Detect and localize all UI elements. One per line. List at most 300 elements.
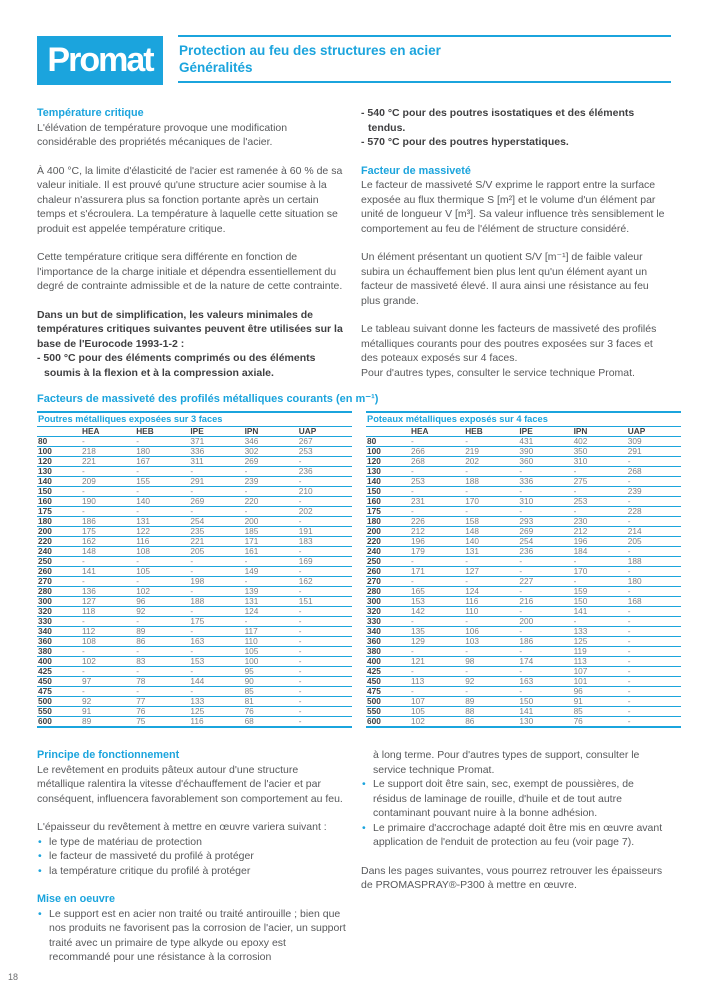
table-header-row: [37, 427, 352, 437]
table-cell: 89: [135, 626, 189, 636]
table-cell: 202: [464, 456, 518, 466]
table-cell: 142: [410, 606, 464, 616]
table-cell: 130: [519, 716, 534, 726]
table-row: [37, 496, 352, 506]
table-cell: 149: [244, 566, 298, 576]
table-cell: -: [298, 616, 352, 626]
column-header-hea: HEA: [410, 427, 464, 437]
row-label: 240: [37, 546, 81, 556]
table-cell: 205: [189, 546, 243, 556]
table-cell: 116: [135, 536, 189, 546]
table-cell: 153: [189, 656, 243, 666]
row-label: 120: [366, 456, 410, 466]
table-cell: -: [298, 626, 352, 636]
table-cell: 86: [465, 716, 475, 726]
table-cell: 163: [189, 636, 243, 646]
column-header-blank: [366, 427, 410, 437]
table-cell: -: [518, 606, 572, 616]
table-row: [366, 616, 681, 626]
bottom-right-column: [361, 748, 670, 965]
table-cell: -: [518, 686, 572, 696]
table-row: [37, 506, 352, 516]
table-cell: 76: [573, 716, 583, 726]
column-header-ipe: IPE: [518, 427, 572, 437]
table-cell: -: [518, 506, 572, 516]
table-row: [366, 706, 681, 716]
column-header-ipe: IPE: [189, 427, 243, 437]
table-cell: -: [189, 556, 243, 566]
tables-section-title: Facteurs de massiveté des profilés métalliques courants (en m⁻¹): [37, 393, 379, 405]
table-cell: -: [244, 556, 298, 566]
table-row: [366, 646, 681, 656]
table-row: [37, 646, 352, 656]
table-cell: 221: [81, 456, 135, 466]
table-cell: 198: [189, 576, 243, 586]
table-cell: -: [627, 666, 681, 676]
table-cell: 125: [573, 636, 627, 646]
table-row: [366, 436, 681, 446]
table-cell: 205: [627, 536, 681, 546]
list-item: • Le support doit être sain, sec, exempt de poussières, de résidus de laminage de rouille, d'huile et de tout autre contaminant pouvant nuire à la bonne adhésion.: [361, 777, 670, 821]
table-cell: -: [627, 686, 681, 696]
table-cell: 216: [518, 596, 572, 606]
table-cell: -: [518, 646, 572, 656]
table-cell: 118: [81, 606, 135, 616]
table-cell: -: [298, 656, 352, 666]
paragraph: Le revêtement en produits pâteux autour d'une structure métallique ralentira la vitesse d'échauffement de l'acier et par conséquent, influencera favorablement son comportement au feu.: [37, 763, 343, 805]
row-label: 340: [37, 626, 81, 636]
table-cell: 86: [135, 636, 189, 646]
table-cell: 253: [298, 446, 352, 456]
table-row: [366, 586, 681, 596]
bottom-columns: [37, 748, 670, 965]
table-cell: 171: [244, 536, 298, 546]
table-cell: -: [298, 476, 352, 486]
table-cell: -: [298, 546, 352, 556]
table-cell: 202: [298, 506, 352, 516]
list-item: • la température critique du profilé à protéger: [37, 864, 346, 879]
table-cell: -: [518, 466, 572, 476]
table-cell: 159: [573, 586, 627, 596]
table-cell: 119: [573, 646, 627, 656]
table-cell: -: [410, 556, 464, 566]
section-heading-principe: Principe de fonctionnement: [37, 749, 180, 761]
table-cell: 310: [573, 456, 627, 466]
table-cell: 309: [627, 436, 681, 446]
table-cell: -: [518, 486, 572, 496]
table-cell: 268: [410, 456, 464, 466]
row-label: 250: [366, 556, 410, 566]
table-caption: Poteaux métalliques exposés sur 4 faces: [366, 413, 681, 427]
paragraph-bold: Dans un but de simplification, les valeurs minimales de températures critiques suivantes peuvent être utilisées sur la base de l'Eurocode 1993-1-2 :: [37, 308, 343, 350]
table-cell: 101: [573, 676, 627, 686]
table-cell: 102: [81, 656, 135, 666]
table-cell: -: [298, 566, 352, 576]
massivity-table-poteaux-4-faces: [366, 411, 681, 728]
table-cell: 97: [81, 676, 135, 686]
table-cell: 110: [244, 636, 298, 646]
table-cell: -: [189, 466, 243, 476]
section-heading-mise-en-oeuvre: Mise en oeuvre: [37, 893, 116, 905]
table-row: [37, 486, 352, 496]
table-cell: -: [135, 436, 189, 446]
table-cell: 102: [411, 716, 425, 726]
table-row: [37, 536, 352, 546]
table-cell: -: [627, 606, 681, 616]
table-cell: 163: [518, 676, 572, 686]
table-cell: 269: [518, 526, 572, 536]
table-cell: -: [135, 466, 189, 476]
table-cell: 105: [244, 646, 298, 656]
table-cell: -: [464, 616, 518, 626]
table-cell: 95: [244, 666, 298, 676]
table-cell: 139: [244, 586, 298, 596]
table-cell: -: [573, 466, 627, 476]
table-cell: 108: [135, 546, 189, 556]
table-cell: 209: [81, 476, 135, 486]
support-requirements-list: [361, 777, 670, 850]
table-cell: -: [81, 666, 135, 676]
table-cell: -: [410, 666, 464, 676]
table-cell: 210: [298, 486, 352, 496]
table-row: [37, 626, 352, 636]
column-header-heb: HEB: [464, 427, 518, 437]
table-cell: 116: [464, 596, 518, 606]
intro-right-column: [361, 106, 670, 380]
table-cell: 76: [135, 706, 189, 716]
table-cell: 144: [189, 676, 243, 686]
table-cell: 161: [244, 546, 298, 556]
table-cell: 196: [410, 536, 464, 546]
table-row: [366, 556, 681, 566]
row-label: 425: [37, 666, 81, 676]
table-cell: 100: [244, 656, 298, 666]
table-cell: -: [298, 686, 352, 696]
table-cell: 107: [573, 666, 627, 676]
row-label: 160: [366, 496, 410, 506]
table-cell: 269: [244, 456, 298, 466]
table-cell: -: [298, 606, 352, 616]
table-cell: 180: [627, 576, 681, 586]
table-cell: 89: [82, 716, 92, 726]
table-cell: 113: [573, 656, 627, 666]
table-row: [37, 616, 352, 626]
table-row: [366, 456, 681, 466]
row-label: 140: [37, 476, 81, 486]
table-cell: -: [627, 586, 681, 596]
table-row: [37, 716, 352, 726]
paragraph: L'élévation de température provoque une modification considérable des propriétés mécaniques de l'acier.: [37, 121, 288, 148]
table-cell: 140: [135, 496, 189, 506]
table-cell: 170: [464, 496, 518, 506]
paragraph: L'épaisseur du revêtement à mettre en œuvre variera suivant :: [37, 821, 327, 833]
table-cell: -: [518, 666, 572, 676]
list-item: • le type de matériau de protection: [37, 835, 346, 850]
row-label: 150: [366, 486, 410, 496]
table-row: [366, 696, 681, 706]
table-cell: 218: [81, 446, 135, 456]
table-cell: -: [81, 506, 135, 516]
table-cell: -: [410, 576, 464, 586]
row-label: 220: [37, 536, 81, 546]
table-cell: 174: [518, 656, 572, 666]
table-cell: 196: [573, 536, 627, 546]
table-cell: 171: [410, 566, 464, 576]
table-cell: -: [81, 646, 135, 656]
table-row: [37, 696, 352, 706]
table-cell: 188: [627, 556, 681, 566]
table-cell: -: [573, 576, 627, 586]
table-cell: -: [135, 576, 189, 586]
table-cell: 96: [573, 686, 627, 696]
table-cell: 136: [81, 586, 135, 596]
table-cell: -: [627, 456, 681, 466]
paragraph: Cette température critique sera différente en fonction de l'importance de la charge initiale et dépendra essentiellement du degré de contrainte admissible et de la nature de cette contrainte.: [37, 251, 343, 292]
table-cell: -: [81, 556, 135, 566]
table-cell: 162: [298, 576, 352, 586]
table-row: [366, 526, 681, 536]
section-heading-facteur-massivete: Facteur de massiveté: [361, 164, 471, 177]
temperature-item-570: - 570 °C pour des poutres hyperstatiques.: [361, 136, 569, 148]
table-cell: 107: [410, 696, 464, 706]
table-cell: 175: [189, 616, 243, 626]
table-cell: -: [464, 666, 518, 676]
list-item: • le facteur de massiveté du profilé à protéger: [37, 849, 346, 864]
table-row: [366, 606, 681, 616]
table-cell: -: [410, 506, 464, 516]
table-cell: 140: [464, 536, 518, 546]
table-cell: 186: [518, 636, 572, 646]
table-row: [366, 516, 681, 526]
table-cell: 105: [410, 706, 464, 716]
table-header-row: [366, 427, 681, 437]
table-cell: -: [464, 576, 518, 586]
table-cell: 231: [410, 496, 464, 506]
table-row: [37, 546, 352, 556]
table-cell: 102: [135, 586, 189, 596]
table-cell: 135: [410, 626, 464, 636]
table-cell: 275: [573, 476, 627, 486]
row-label: 250: [37, 556, 81, 566]
table-cell: 124: [244, 606, 298, 616]
table-cell: -: [189, 626, 243, 636]
table-cell: 235: [189, 526, 243, 536]
table-cell: 131: [244, 596, 298, 606]
row-label: 270: [37, 576, 81, 586]
table-cell: 267: [298, 436, 352, 446]
row-label: 280: [37, 586, 81, 596]
table-cell: -: [298, 716, 302, 726]
table-cell: 77: [135, 696, 189, 706]
table-cell: 131: [464, 546, 518, 556]
table-cell: 127: [81, 596, 135, 606]
table-cell: 212: [410, 526, 464, 536]
table-cell: -: [81, 486, 135, 496]
table-cell: -: [135, 666, 189, 676]
row-label: 360: [37, 636, 81, 646]
table-cell: 346: [244, 436, 298, 446]
table-cell: 151: [298, 596, 352, 606]
list-item: • Le support est en acier non traité ou traité antirouille ; bien que nos produits ne favorisent pas la corrosion de l'acier, un support traité avec un primaire de type alkyde ou epoxy est recommandé pour une résistance à la corrosion: [37, 907, 346, 965]
table-cell: 148: [81, 546, 135, 556]
table-cell: 81: [244, 696, 298, 706]
table-row: [37, 436, 352, 446]
table-cell: -: [627, 546, 681, 556]
table-cell: 91: [573, 696, 627, 706]
table-cell: 236: [298, 466, 352, 476]
table-cell: 110: [464, 606, 518, 616]
row-label: 220: [366, 536, 410, 546]
table-cell: -: [464, 486, 518, 496]
column-header-heb: HEB: [135, 427, 189, 437]
table-cell: -: [81, 686, 135, 696]
table-cell: 106: [464, 626, 518, 636]
row-label: 425: [366, 666, 410, 676]
row-label: 180: [366, 516, 410, 526]
table-cell: 200: [518, 616, 572, 626]
table-cell: 200: [244, 516, 298, 526]
row-label: 140: [366, 476, 410, 486]
table-cell: 92: [135, 606, 189, 616]
row-label: 600: [38, 716, 52, 726]
table-cell: -: [410, 466, 464, 476]
table-cell: -: [410, 436, 464, 446]
table-cell: 158: [464, 516, 518, 526]
table-cell: 220: [244, 496, 298, 506]
page-number: 18: [8, 972, 19, 982]
table-cell: -: [627, 696, 681, 706]
table-row: [366, 496, 681, 506]
table-cell: -: [244, 466, 298, 476]
table-cell: 175: [81, 526, 135, 536]
list-item: • Le primaire d'accrochage adapté doit être mis en œuvre avant application de l'enduit de protection au feu (voir page 7).: [361, 821, 670, 850]
table-cell: 431: [518, 436, 572, 446]
table-cell: 266: [410, 446, 464, 456]
table-row: [37, 576, 352, 586]
table-cell: -: [189, 606, 243, 616]
table-cell: 121: [410, 656, 464, 666]
table-cell: 185: [244, 526, 298, 536]
row-label: 130: [366, 466, 410, 476]
row-label: 270: [366, 576, 410, 586]
massivity-table-poutres-3-faces: [37, 411, 352, 728]
mise-en-oeuvre-list: [37, 907, 346, 965]
table-cell: -: [518, 556, 572, 566]
table-cell: 239: [627, 486, 681, 496]
row-label: 550: [37, 706, 81, 716]
table-cell: -: [410, 616, 464, 626]
column-header-blank: [37, 427, 81, 437]
row-label: 100: [366, 446, 410, 456]
table-cell: -: [518, 626, 572, 636]
table-cell: 88: [464, 706, 518, 716]
page-header-title: [178, 35, 671, 83]
table-cell: 269: [189, 496, 243, 506]
table-cell: -: [189, 506, 243, 516]
table-cell: 336: [518, 476, 572, 486]
row-label: 340: [366, 626, 410, 636]
table-cell: 186: [81, 516, 135, 526]
table-cell: -: [298, 696, 352, 706]
table-row: [37, 446, 352, 456]
row-label: 600: [367, 716, 381, 726]
table-cell: 221: [189, 536, 243, 546]
table-row: [37, 556, 352, 566]
table-cell: 85: [244, 686, 298, 696]
table-cell: -: [298, 666, 352, 676]
protection-factors-list: [37, 835, 346, 879]
table-row: [37, 686, 352, 696]
table-cell: 91: [81, 706, 135, 716]
table-cell: 239: [244, 476, 298, 486]
table-cell: 311: [189, 456, 243, 466]
row-label: 400: [37, 656, 81, 666]
row-label: 380: [366, 646, 410, 656]
table-cell: 122: [135, 526, 189, 536]
table-row: [37, 586, 352, 596]
row-label: 80: [37, 436, 81, 446]
table-cell: 162: [81, 536, 135, 546]
row-label: 260: [37, 566, 81, 576]
table-cell: 124: [464, 586, 518, 596]
table-cell: -: [298, 636, 352, 646]
table-cell: -: [189, 686, 243, 696]
row-label: 180: [37, 516, 81, 526]
table-cell: -: [464, 506, 518, 516]
table-cell: 131: [135, 516, 189, 526]
paragraph: Pour d'autres types, consulter le service technique Promat.: [361, 366, 635, 379]
table-cell: -: [627, 656, 681, 666]
table-row: [37, 606, 352, 616]
table-cell: -: [244, 616, 298, 626]
table-cell: -: [410, 686, 464, 696]
table-cell: 169: [298, 556, 352, 566]
table-cell: 390: [518, 446, 572, 456]
table-cell: 141: [573, 606, 627, 616]
table-cell: 188: [189, 596, 243, 606]
table-cell: -: [573, 506, 627, 516]
table-cell: 214: [627, 526, 681, 536]
table-row: [37, 456, 352, 466]
table: [366, 427, 681, 726]
table-row: [366, 626, 681, 636]
table-cell: 90: [244, 676, 298, 686]
table-cell: 291: [189, 476, 243, 486]
table-cell: 125: [189, 706, 243, 716]
table-cell: 127: [464, 566, 518, 576]
table-cell: -: [298, 456, 352, 466]
table-cell: -: [627, 516, 681, 526]
paragraph: Le tableau suivant donne les facteurs de massiveté des profilés métalliques courants pour des poutres exposées sur 3 faces et des poteaux exposés sur 4 faces.: [361, 323, 657, 364]
table-cell: 190: [81, 496, 135, 506]
table-cell: 212: [573, 526, 627, 536]
table-cell: -: [81, 466, 135, 476]
row-label: 300: [37, 596, 81, 606]
table-cell: 236: [518, 546, 572, 556]
table: [37, 427, 352, 726]
table-cell: 371: [189, 436, 243, 446]
table-cell: -: [189, 646, 243, 656]
table-cell: 253: [573, 496, 627, 506]
row-label: 120: [37, 456, 81, 466]
table-cell: -: [135, 646, 189, 656]
table-cell: -: [81, 436, 135, 446]
table-cell: 254: [189, 516, 243, 526]
table-cell: 83: [135, 656, 189, 666]
row-label: 330: [366, 616, 410, 626]
row-label: 280: [366, 586, 410, 596]
row-label: 320: [366, 606, 410, 616]
